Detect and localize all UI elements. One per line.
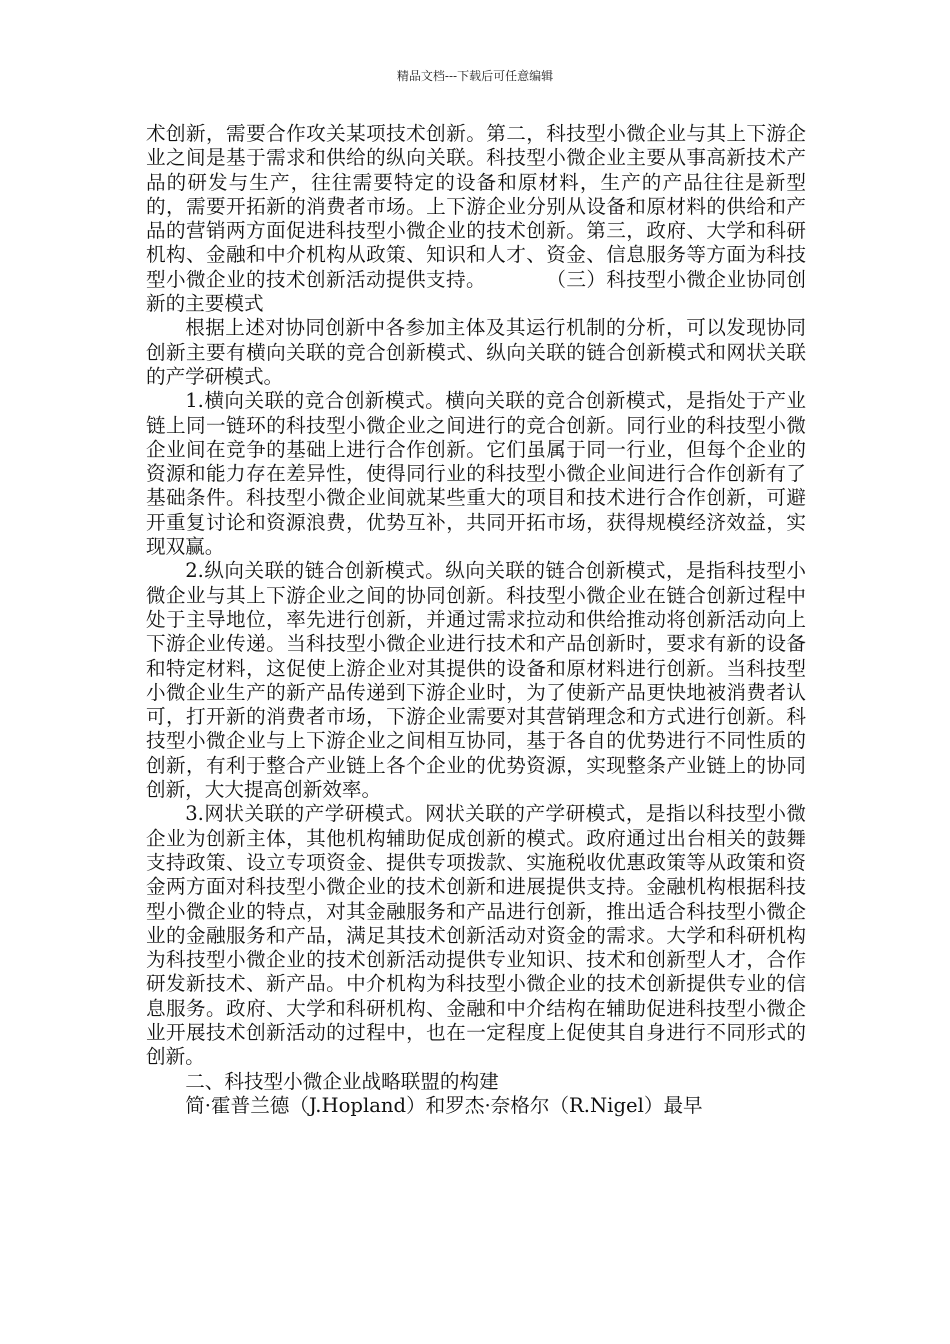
paragraph-analysis-intro: 根据上述对协同创新中各参加主体及其运行机制的分析，可以发现协同创新主要有横向关联的竞合创新模式、纵向关联的链合创新模式和网状关联的产学研模式。	[146, 316, 806, 388]
paragraph-alliance-intro: 简·霍普兰德（J.Hopland）和罗杰·奈格尔（R.Nigel）最早	[185, 1093, 703, 1117]
paragraph-horizontal-mode: 1.横向关联的竞合创新模式。横向关联的竞合创新模式，是指处于产业链上同一链环的科技型小微企业之间进行的竞合创新。同行业的科技型小微企业间在竞争的基础上进行合作创新。它们虽属于同一行业，但每个企业的资源和能力存在差异性，使得同行业的科技型小微企业间进行合作创新有了基础条件。科技型小微企业间就某些重大的项目和技术进行合作创新，可避开重复讨论和资源浪费，优势互补，共同开拓市场，获得规模经济效益，实现双赢。	[146, 389, 806, 559]
paragraph-vertical-mode: 2.纵向关联的链合创新模式。纵向关联的链合创新模式，是指科技型小微企业与其上下游企业之间的协同创新。科技型小微企业在链合创新过程中处于主导地位，率先进行创新，并通过需求拉动和供给推动将创新活动向上下游企业传递。当科技型小微企业进行技术和产品创新时，要求有新的设备和特定材料，这促使上游企业对其提供的设备和原材料进行创新。当科技型小微企业生产的新产品传递到下游企业时，为了使新产品更快地被消费者认可，打开新的消费者市场，下游企业需要对其营销理念和方式进行创新。科技型小微企业与上下游企业之间相互协同，基于各自的优势进行不同性质的创新，有利于整合产业链上各个企业的优势资源，实现整条产业链上的协同创新，大大提高创新效率。	[146, 559, 806, 802]
section-heading: 二、科技型小微企业战略联盟的构建	[185, 1069, 499, 1093]
page-header: 精品文档---下载后可任意编辑	[396, 69, 554, 83]
document-body	[146, 122, 806, 1118]
paragraph-network-mode: 3.网状关联的产学研模式。网状关联的产学研模式，是指以科技型小微企业为创新主体，其他机构辅助促成创新的模式。政府通过出台相关的鼓舞支持政策、设立专项资金、提供专项拨款、实施税收优惠政策等从政策和资金两方面对科技型小微企业的技术创新和进展提供支持。金融机构根据科技型小微企业的特点，对其金融服务和产品进行创新，推出适合科技型小微企业的金融服务和产品，满足其技术创新活动对资金的需求。大学和科研机构为科技型小微企业的技术创新活动提供专业知识、技术和创新型人才，合作研发新技术、新产品。中介机构为科技型小微企业的技术创新提供专业的信息服务。政府、大学和科研机构、金融和中介结构在辅助促进科技型小微企业开展技术创新活动的过程中，也在一定程度上促使其自身进行不同形式的创新。	[146, 802, 806, 1069]
paragraph-continuation: 术创新，需要合作攻关某项技术创新。第二，科技型小微企业与其上下游企业之间是基于需求和供给的纵向关联。科技型小微企业主要从事高新技术产品的研发与生产，往往需要特定的设备和原材料，生产的产品往往是新型的，需要开拓新的消费者市场。上下游企业分别从设备和原材料的供给和产品的营销两方面促进科技型小微企业的技术创新。第三，政府、大学和科研机构、金融和中介机构从政策、知识和人才、资金、信息服务等方面为科技型小微企业的技术创新活动提供支持。 （三）科技型小微企业协同创新的主要模式	[146, 122, 806, 316]
